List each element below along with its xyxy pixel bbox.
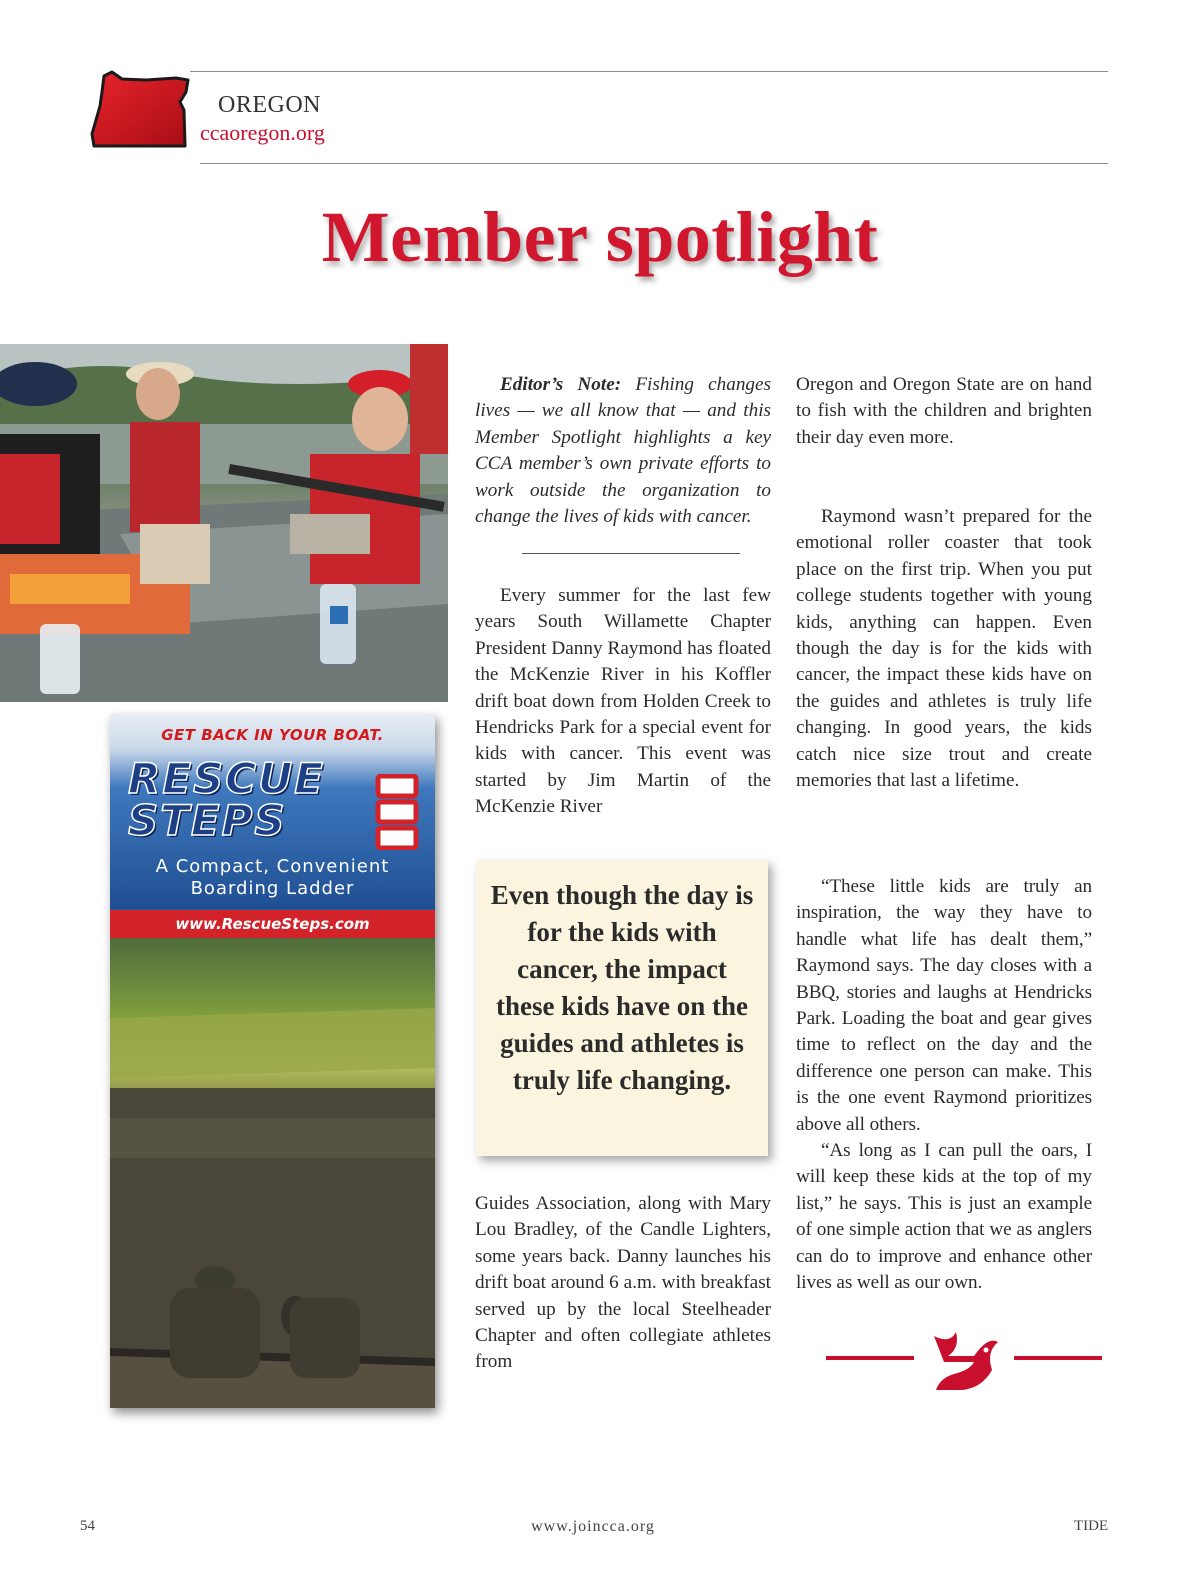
pull-quote: Even though the day is for the kids with cancer, the impact these kids have on the guides and athletes is truly life changing. — [476, 860, 768, 1156]
chapter-website-link[interactable]: ccaoregon.org — [200, 120, 325, 145]
page-number: 54 — [80, 1518, 95, 1534]
header-bottom-rule — [200, 163, 1108, 164]
publication-name: TIDE — [1074, 1518, 1109, 1534]
page-title: Member spotlight — [321, 197, 879, 277]
ad-brand-line1: RESCUE — [128, 754, 325, 803]
ad-subtitle-line1: A Compact, Convenient — [155, 856, 390, 877]
editors-note-divider — [522, 553, 740, 554]
ad-photo-illustration — [110, 938, 435, 1408]
article-column-2-middle — [796, 504, 1092, 794]
state-name: OREGON — [218, 92, 321, 118]
article-paragraph-1-end: Oregon and Oregon State are on hand to fish with the children and brighten their day even more. — [796, 374, 1092, 448]
ad-brand-line2: STEPS — [128, 796, 287, 845]
oregon-state-icon — [88, 70, 192, 150]
end-mark-rule-left — [826, 1356, 914, 1360]
rescue-steps-ad[interactable] — [110, 714, 435, 1408]
article-paragraph-4: “As long as I can pull the oars, I will keep these kids at the top of my list,” he says. This is just an example of one simple action that we as anglers can do to improve and enhance other lives as well as our own. — [796, 1140, 1092, 1294]
editors-note — [475, 372, 771, 530]
article-paragraph-2: Raymond wasn’t prepared for the emotional roller coaster that took place on the first trip. When you put college students together with young kids, anything can happen. Even though the day is for the kids with cancer, the impact these kids have on the guides and athletes is truly life changing. In good years, the kids catch nice size trout and create memories that last a lifetime. — [796, 506, 1092, 792]
article-column-1-bottom — [475, 1191, 771, 1376]
article-column-2-top — [796, 372, 1092, 451]
cca-fish-logo-icon — [926, 1326, 1002, 1396]
article-paragraph-1: Every summer for the last few years South Willamette Chapter President Danny Raymond has floated the McKenzie River in his Koffler drift boat down from Holden Creek to Hendricks Park for a special event for kids with cancer. This event was started by Jim Martin of the McKenzie River — [475, 585, 771, 818]
photo-illustration — [0, 344, 448, 702]
fishing-trip-photo — [0, 344, 448, 702]
editors-note-text: Fishing changes lives — we all know that — and this Member Spotlight highlights a key CCA member’s own private efforts to work outside the organization to change the lives of kids with cancer. — [475, 374, 771, 528]
article-paragraph-1-continued: Guides Association, along with Mary Lou Bradley, of the Candle Lighters, some years back. Danny launches his drift boat around 6 a.m. with breakfast served up by the local Steelheader Chapter and often collegiate athletes from — [475, 1193, 771, 1373]
article-column-1-middle — [475, 583, 771, 821]
editors-note-label: Editor’s Note: — [500, 374, 622, 395]
ladder-icon — [372, 774, 422, 850]
header-top-rule — [190, 71, 1108, 72]
ad-duck-hunting-photo — [110, 938, 435, 1408]
article-paragraph-3: “These little kids are truly an inspiration, the way they have to handle what life has dealt them,” Raymond says. The day closes with a BBQ, stories and laughs at Hendricks Park. Loading the boat and gear gives time to reflect on the day and the difference one person can make. This is the one event Raymond prioritizes above all others. — [796, 876, 1092, 1135]
end-mark-rule-right — [1014, 1356, 1102, 1360]
ad-subtitle-line2: Boarding Ladder — [190, 878, 355, 899]
ad-tagline: GET BACK IN YOUR BOAT. — [161, 726, 384, 744]
ad-website-link[interactable]: www.RescueSteps.com — [110, 910, 435, 938]
article-column-2-bottom — [796, 874, 1092, 1297]
footer-website-link[interactable]: www.joincca.org — [531, 1518, 655, 1535]
article-column-1-top — [475, 372, 771, 530]
